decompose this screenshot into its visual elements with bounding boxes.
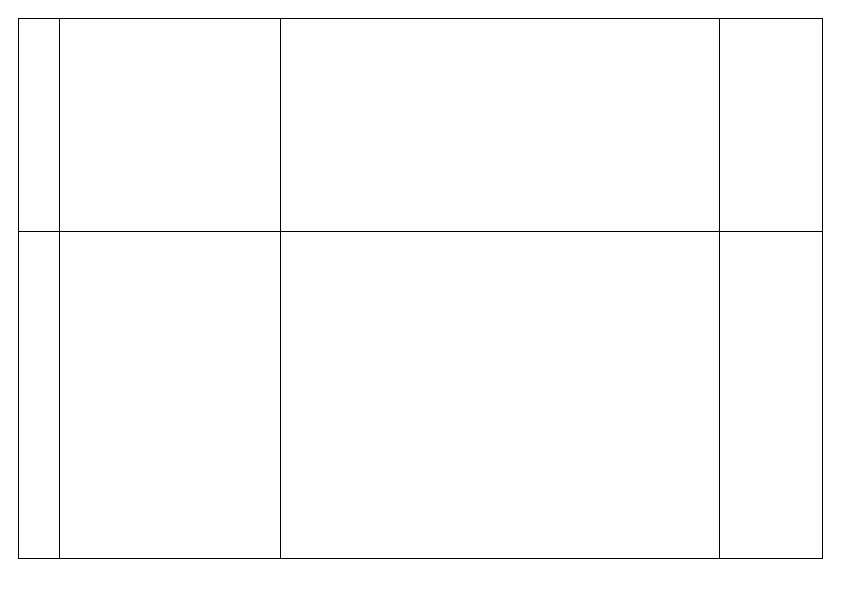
activities-cell [60,19,281,232]
table-row [19,232,823,559]
day-cell [19,19,60,232]
schedule-table [18,18,823,559]
plan-cell [281,19,720,232]
plan-cell [281,232,720,559]
activities-cell [60,232,281,559]
environment-cell [720,232,823,559]
table-row [19,19,823,232]
day-cell [19,232,60,559]
environment-cell [720,19,823,232]
day-name [22,232,56,272]
